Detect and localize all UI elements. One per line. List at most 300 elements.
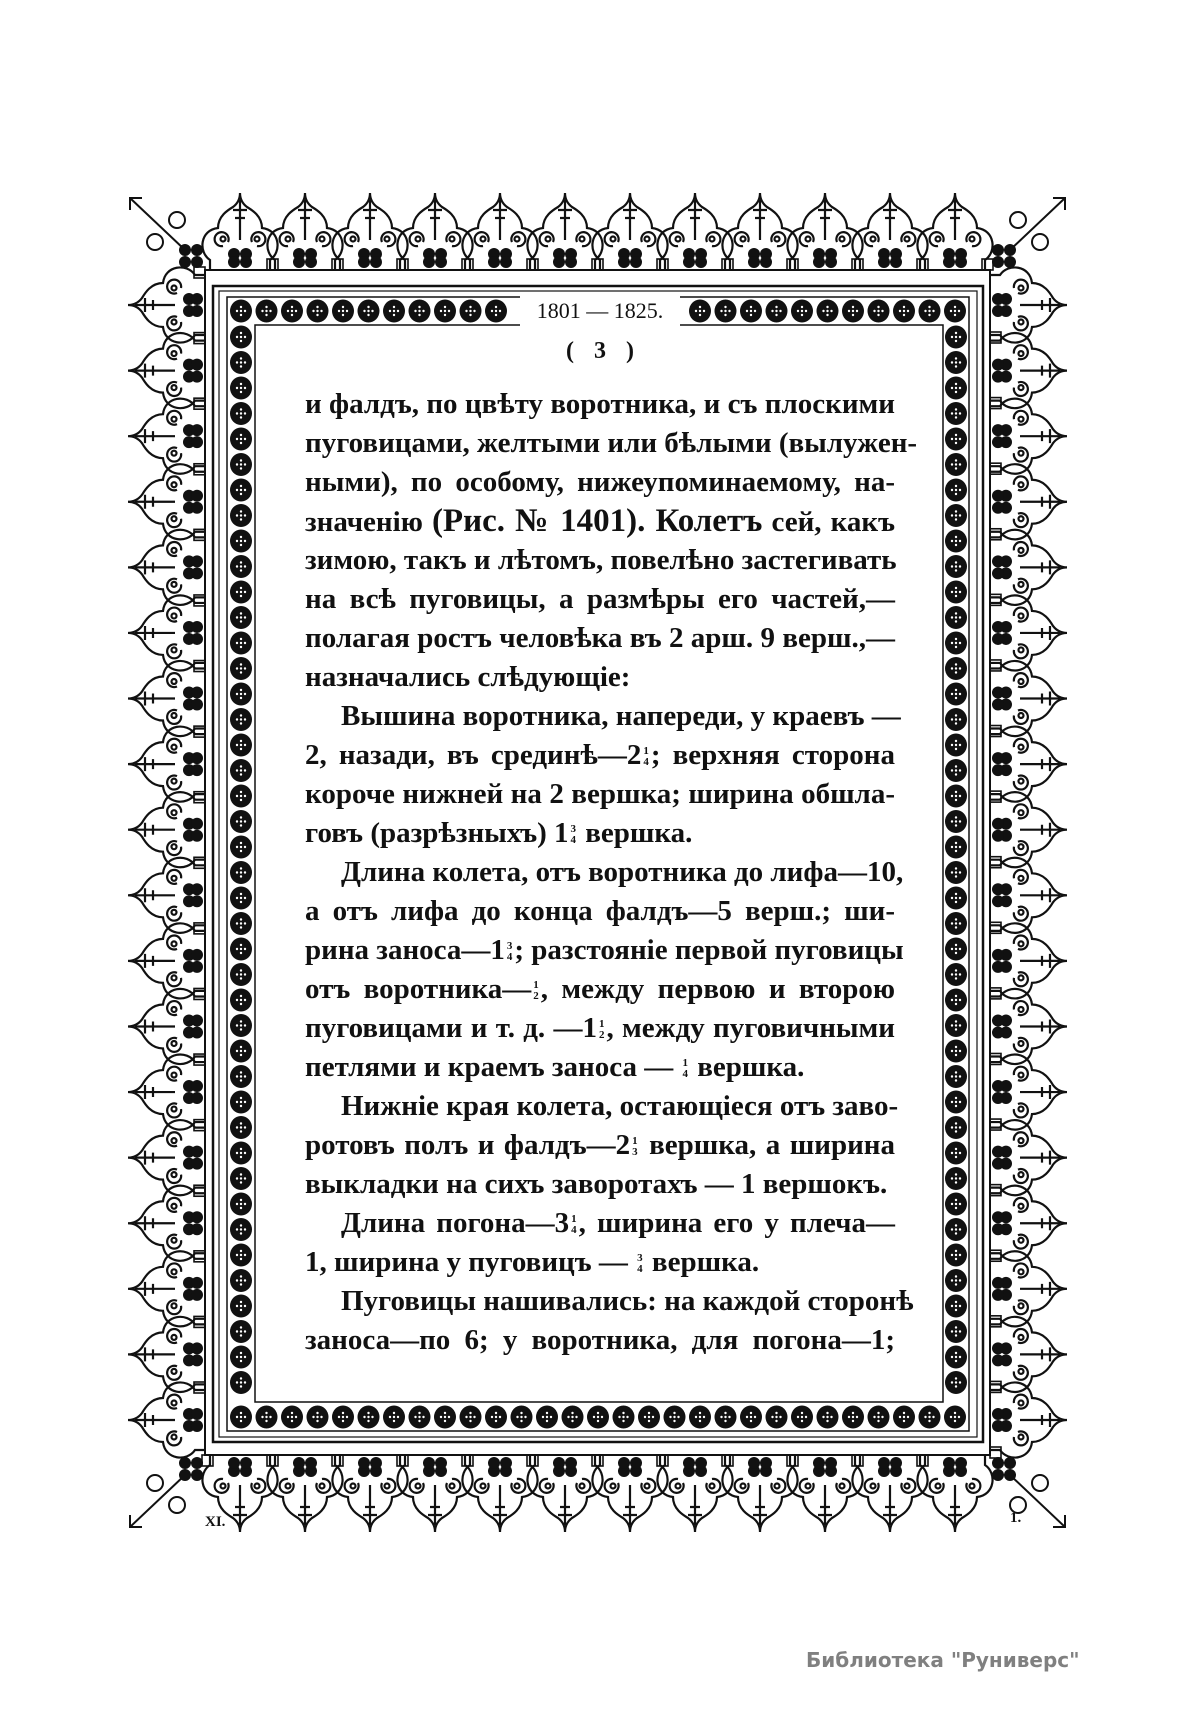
bead [230,1371,252,1394]
bead [945,1014,967,1037]
bead [256,1406,278,1429]
bead [230,351,252,374]
quatrefoil [183,621,203,645]
signature-mark-right: 1. [1010,1510,1022,1526]
quatrefoil [183,1211,203,1235]
bead [945,734,967,757]
text-segment: вершка. [644,1246,760,1278]
bead [256,300,278,323]
text-line [305,892,895,931]
running-header-years: 1801 — 1825. [520,296,680,326]
fraction [599,1019,605,1041]
text-segment: полагая ростъ человѣка въ 2 арш. 9 верш.,— [305,622,895,654]
bead [307,1406,329,1429]
bead [230,683,252,706]
text-line [305,658,895,697]
bead [281,300,303,323]
text-line [305,463,895,502]
quatrefoil [878,248,902,268]
bead [638,1406,660,1429]
ornament-tile [990,989,1067,1065]
emphasized-text: (Рис. № 1401). Колетъ [431,503,763,539]
quatrefoil [992,1014,1012,1038]
bead [230,785,252,808]
quatrefoil [992,1211,1012,1235]
quatrefoil [992,293,1012,317]
bead [307,300,329,323]
bead [230,632,252,655]
ornament-tile [128,267,205,343]
fraction-numerator: 3 [637,1252,643,1265]
bead [409,1406,431,1429]
ornament-tile [990,792,1067,868]
fraction-denominator: 4 [637,1263,643,1276]
quatrefoil [992,1080,1012,1104]
bead [945,1244,967,1267]
quatrefoil [813,1457,837,1477]
bead [230,887,252,910]
bead [945,479,967,502]
signature-mark-left: XI. [205,1514,226,1530]
text-line [305,1321,895,1360]
quatrefoil [992,687,1012,711]
ornament-tile [990,1317,1067,1393]
ornament-tile [128,1316,205,1392]
bead [791,300,813,323]
ornament-tile [128,792,205,868]
quatrefoil [992,1146,1012,1170]
bead [230,1065,252,1088]
page-number: ( 3 ) [566,338,634,364]
text-segment: выкладки на сихъ заворотахъ — 1 вершокъ. [305,1168,888,1200]
bead [817,1406,839,1429]
fraction-denominator: 3 [632,1146,638,1159]
text-segment: 2, назади, въ срединѣ—2 [305,739,642,771]
quatrefoil [183,883,203,907]
quatrefoil [183,1408,203,1432]
bead [944,300,966,323]
text-line [305,385,895,424]
text-line [305,619,895,658]
fraction [571,824,577,846]
corner-ornament [992,198,1065,268]
bead [945,1346,967,1369]
text-line [305,502,895,541]
bead [945,1269,967,1292]
bead [230,1320,252,1343]
bead [945,1371,967,1394]
ornament-tile [128,333,205,409]
quatrefoil [992,424,1012,448]
quatrefoil [293,248,317,268]
bead [868,1406,890,1429]
bead [230,1116,252,1139]
fraction-numerator: 1 [632,1135,638,1148]
quatrefoil [183,490,203,514]
quatrefoil [943,248,967,268]
bead [281,1406,303,1429]
bead [511,1406,533,1429]
bead [230,861,252,884]
bead [230,1040,252,1063]
text-segment: ; верхняя сторона [650,739,895,771]
ornament-tile [990,399,1067,475]
fraction [643,746,649,768]
ornament-tile [128,1185,205,1261]
bead [485,300,507,323]
text-segment: на всѣ пуговицы, а размѣры его частей,— [305,583,895,615]
quatrefoil [183,687,203,711]
fraction-denominator: 4 [643,756,649,769]
bead [230,759,252,782]
body-text [305,385,918,1360]
bead [945,453,967,476]
bead [945,1295,967,1318]
ornament-tile [990,661,1067,737]
fraction-denominator: 2 [533,990,539,1003]
quatrefoil [488,1457,512,1477]
text-line [305,853,904,892]
bead [230,1014,252,1037]
ornament-tile [990,464,1067,540]
bead [945,504,967,527]
bead [945,912,967,935]
corner-ornament [992,1457,1065,1527]
text-line [305,580,895,619]
quatrefoil [992,1277,1012,1301]
quatrefoil [878,1457,902,1477]
ornament-tile [128,595,205,671]
ornament-tile [202,193,278,270]
bead [945,963,967,986]
fraction-numerator: 3 [506,940,513,953]
bead [791,1406,813,1429]
bead [715,1406,737,1429]
text-segment: отъ воротника— [305,973,532,1005]
bead [689,1406,711,1429]
bead [945,1116,967,1139]
ornament-tile [128,1382,205,1458]
text-segment: рина заноса—1 [305,934,505,966]
ornament-tile [990,1186,1067,1262]
quatrefoil [183,818,203,842]
text-line [305,424,918,463]
quatrefoil [423,1457,447,1477]
bead [664,1406,686,1429]
quatrefoil [358,248,382,268]
bead [230,402,252,425]
text-segment: пуговицами и т. д. —1 [305,1012,597,1044]
bead [945,555,967,578]
text-line [305,1009,895,1048]
bead [945,402,967,425]
text-line [305,541,895,580]
bead [536,1406,558,1429]
quatrefoil [423,248,447,268]
bead [945,326,967,349]
bead [893,300,915,323]
text-line [305,1126,895,1165]
text-segment: , между пуговичными [606,1012,896,1044]
bead [230,1269,252,1292]
quatrefoil [683,248,707,268]
bead [766,300,788,323]
bead [230,1295,252,1318]
ornament-tile [128,988,205,1064]
fraction-numerator: 1 [682,1057,688,1070]
bead [230,479,252,502]
fraction-denominator: 4 [682,1068,688,1081]
bead [842,300,864,323]
bead [893,1406,915,1429]
text-segment: ; разстояніе первой пуговицы [514,934,904,966]
bead [945,1218,967,1241]
fraction-numerator: 1 [533,979,539,992]
bead [945,1167,967,1190]
text-segment: , ширина его у плеча— [578,1207,895,1239]
fraction-numerator: 3 [570,823,577,836]
bead [230,938,252,961]
text-line [305,775,895,814]
quatrefoil [943,1457,967,1477]
bead [230,912,252,935]
bead [945,887,967,910]
bead [230,989,252,1012]
ornament-tile [990,858,1067,934]
text-segment: ными), по особому, нижеупоминаемому, на- [305,466,895,498]
quatrefoil [183,1080,203,1104]
quatrefoil [488,248,512,268]
bead [230,836,252,859]
bead [230,326,252,349]
quatrefoil [992,555,1012,579]
quatrefoil [748,248,772,268]
bead [230,734,252,757]
bead [945,1142,967,1165]
quatrefoil [293,1457,317,1477]
text-segment: Длина погона—3 [341,1207,570,1239]
quatrefoil [992,883,1012,907]
bead [358,1406,380,1429]
ornament-tile [128,1120,205,1196]
library-watermark: Библиотека "Руниверс" [806,1648,1080,1672]
bead [766,1406,788,1429]
quatrefoil [618,1457,642,1477]
ornament-tile [128,857,205,933]
text-segment: заноса—по 6; у воротника, для погона—1; [305,1324,895,1356]
bead [332,300,354,323]
bead [587,1406,609,1429]
bead [383,1406,405,1429]
text-segment: Нижніе края колета, остающіеся отъ заво- [341,1090,899,1122]
bead [945,759,967,782]
corner-ornament [130,198,203,268]
quatrefoil [992,752,1012,776]
ornament-tile [990,1382,1067,1458]
bead [945,810,967,833]
text-segment: короче нижней на 2 вершка; ширина обшла- [305,778,895,810]
fraction-numerator: 1 [598,1018,605,1031]
bead [945,989,967,1012]
bead [945,428,967,451]
bead [230,1406,252,1429]
bead [230,1193,252,1216]
bead [945,861,967,884]
bead [230,1091,252,1114]
fraction-denominator: 4 [570,834,577,847]
ornament-tile [990,595,1067,671]
ornament-tile [990,1120,1067,1196]
text-line [305,1165,895,1204]
fraction [632,1136,638,1158]
bead [230,1346,252,1369]
bead [613,1406,635,1429]
bead [945,683,967,706]
ornament-tile [990,530,1067,606]
fraction [637,1253,643,1275]
text-line [305,1243,895,1282]
bead [945,1091,967,1114]
text-segment: вершка. [578,817,693,849]
quatrefoil [992,1342,1012,1366]
bead [230,1167,252,1190]
fraction [533,980,539,1002]
bead [230,530,252,553]
bead [434,1406,456,1429]
quatrefoil [228,248,252,268]
text-segment: зимою, такъ и лѣтомъ, повелѣно застегивать [305,544,897,576]
bead [230,657,252,680]
quatrefoil [553,248,577,268]
text-line [305,1087,899,1126]
bead [230,606,252,629]
bead [945,632,967,655]
bead [383,300,405,323]
text-segment: говъ (разрѣзныхъ) 1 [305,817,569,849]
bead [945,938,967,961]
text-segment: Вышина воротника, напереди, у краевъ — [341,700,901,732]
ornament-tile [990,727,1067,803]
quatrefoil [358,1457,382,1477]
bead [740,1406,762,1429]
bead [945,1320,967,1343]
bead [945,581,967,604]
text-segment: значенію [305,506,432,538]
quatrefoil [183,1014,203,1038]
bead [919,300,941,323]
ornament-tile [990,1054,1067,1130]
quatrefoil [183,293,203,317]
fraction-numerator: 1 [571,1213,577,1226]
fraction [507,941,513,963]
text-segment: , между первою и второю [540,973,895,1005]
bead [842,1406,864,1429]
quatrefoil [183,752,203,776]
bead [945,1065,967,1088]
text-line [305,1048,895,1087]
fraction-denominator: 4 [571,1224,577,1237]
bead [715,300,737,323]
fraction-denominator: 2 [598,1029,605,1042]
text-line [305,736,895,775]
bead [230,1142,252,1165]
ornament-tile [128,1054,205,1130]
bead [230,300,252,323]
fraction [682,1058,688,1080]
quatrefoil [813,248,837,268]
quatrefoil [183,555,203,579]
quatrefoil [992,621,1012,645]
quatrefoil [183,1277,203,1301]
quatrefoil [553,1457,577,1477]
bead [358,300,380,323]
text-segment: ротовъ полъ и фалдъ—2 [305,1129,631,1161]
quatrefoil [683,1457,707,1477]
ornament-tile [128,923,205,999]
corner-ornament [130,1457,203,1527]
text-segment: петлями и краемъ заноса — [305,1051,681,1083]
text-segment: назначались слѣдующіе: [305,661,631,693]
bead [945,1193,967,1216]
bead [230,504,252,527]
bead [945,657,967,680]
quatrefoil [992,818,1012,842]
bead [945,351,967,374]
bead [945,530,967,553]
bead [485,1406,507,1429]
text-segment: вершка. [689,1051,805,1083]
ornament-tile [128,1251,205,1327]
bead [740,300,762,323]
quatrefoil [183,1342,203,1366]
bead [945,785,967,808]
bead [230,581,252,604]
ornament-tile [990,267,1067,343]
quatrefoil [992,359,1012,383]
text-segment: Длина колета, отъ воротника до лифа—10, [341,856,904,888]
fraction [571,1214,577,1236]
text-segment: пуговицами, желтыми или бѣлыми (вылужен- [305,427,918,459]
quatrefoil [183,1146,203,1170]
text-line [305,697,901,736]
bead [230,1218,252,1241]
bead [944,1406,966,1429]
ornament-tile [128,726,205,802]
bead [945,377,967,400]
quatrefoil [183,359,203,383]
bead [945,708,967,731]
bead [230,708,252,731]
text-segment: вершка, а ширина [639,1129,895,1161]
text-line [305,931,904,970]
bead [689,300,711,323]
ornament-tile [990,923,1067,999]
bead [460,1406,482,1429]
text-segment: 1, ширина у пуговицъ — [305,1246,636,1278]
bead [409,300,431,323]
quatrefoil [228,1457,252,1477]
text-line [305,970,895,1009]
quatrefoil [183,424,203,448]
fraction-numerator: 1 [643,745,649,758]
quatrefoil [992,949,1012,973]
bead [945,1040,967,1063]
text-segment: сей, какъ [762,506,895,538]
bead [919,1406,941,1429]
bead [868,300,890,323]
ornament-tile [128,661,205,737]
bead [434,300,456,323]
